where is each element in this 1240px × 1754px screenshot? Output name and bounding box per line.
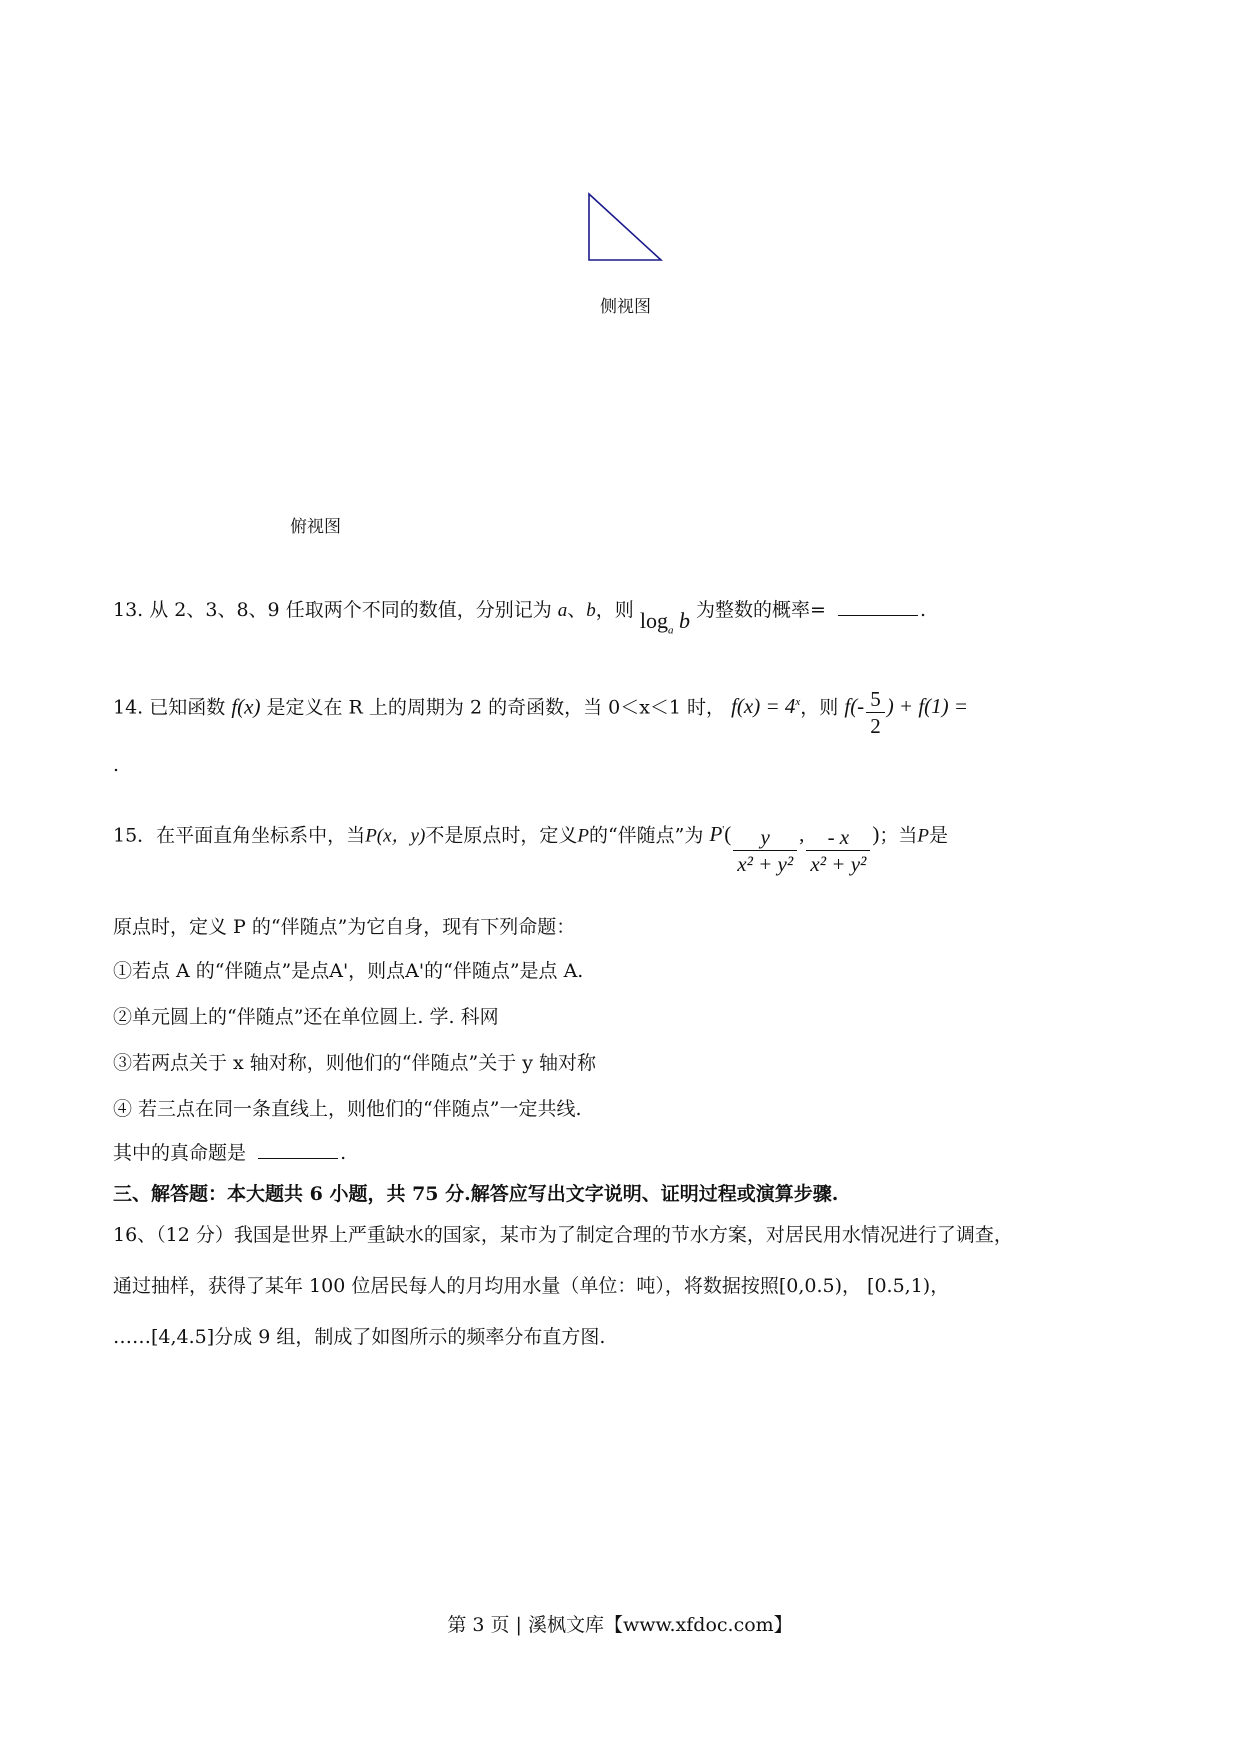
top-view-label: 俯视图 — [290, 517, 341, 537]
q14-def-lhs: f(x) = 4 — [731, 694, 796, 719]
q15-formula: P'( $\frac{y}{\text{x² + y²}}$ , $\frac{- x}{\text{x² + y²}}$ ) — [709, 822, 880, 876]
q13-var-a: a — [557, 600, 568, 621]
q15-answer-label: 其中的真命题是 — [113, 1142, 247, 1164]
q14-text-mid: 是定义在 R 上的周期为 2 的奇函数，当 0＜x＜1 时， — [266, 696, 726, 719]
q15-text-before: 15．在平面直角坐标系中，当 — [113, 824, 366, 847]
q15-answer-blank — [258, 1140, 338, 1159]
q13-answer-blank — [838, 597, 918, 616]
q15-text-end: 是 — [928, 824, 948, 847]
question-13 — [113, 596, 927, 637]
q15-p: P — [577, 825, 589, 847]
q15-line-2: 原点时，定义 P 的“伴随点”为它自身，现有下列命题： — [113, 916, 576, 938]
q15-p2: P — [917, 825, 929, 847]
side-view-label: 侧视图 — [600, 297, 651, 317]
q16-line-3: ……[4,4.5]分成 9 组，制成了如图所示的频率分布直方图. — [113, 1326, 606, 1348]
q14-fx: f(x) — [231, 694, 261, 719]
q14-def-exp: x — [795, 696, 801, 709]
q15-point: P(x，y) — [365, 825, 426, 847]
q13-log-arg: b — [678, 608, 690, 633]
q13-log: log — [639, 608, 668, 633]
q13-end: . — [919, 599, 927, 621]
q13-log-base: a — [667, 624, 674, 637]
q14-text-before: 14. 已知函数 — [113, 696, 226, 719]
q15-item-1: ①若点 A 的“伴随点”是点A'，则点A'的“伴随点”是点 A. — [113, 960, 584, 982]
page-footer: 第 3 页 | 溪枫文库【www.xfdoc.com】 — [447, 1614, 793, 1636]
question-14 — [113, 682, 969, 738]
q15-p-prime: P — [709, 822, 723, 847]
side-view-triangle — [585, 190, 665, 265]
question-15 — [113, 810, 948, 876]
q15-text-mid: 不是原点时，定义 — [425, 824, 578, 847]
q13-log-expr — [639, 608, 690, 637]
q13-text-before: 13. 从 2、3、8、9 任取两个不同的数值，分别记为 — [113, 599, 552, 621]
q14-continuation: . — [113, 754, 120, 776]
q13-text-after: 为整数的概率= — [696, 599, 826, 621]
q14-text-then: ，则 — [800, 696, 839, 719]
q13-var-b: b — [586, 600, 596, 621]
q15-frac2-den: x² + y² — [810, 852, 867, 876]
q15-item-4: ④ 若三点在同一条直线上，则他们的“伴随点”一定共线. — [113, 1098, 582, 1120]
q15-prime: ' — [722, 824, 725, 837]
q13-sep: 、 — [567, 599, 587, 621]
q15-frac1-num: y — [733, 824, 797, 851]
section-3-heading: 三、解答题：本大题共 6 小题，共 75 分.解答应写出文字说明、证明过程或演算步骤. — [113, 1183, 839, 1205]
q15-text-after: ；当 — [879, 824, 918, 847]
q15-fraction-2 — [806, 824, 870, 877]
q15-answer-line — [113, 1140, 346, 1166]
q13-text-mid: ，则 — [595, 599, 634, 621]
q15-item-3: ③若两点关于 x 轴对称，则他们的“伴随点”关于 y 轴对称 — [113, 1052, 597, 1074]
q15-frac1-den: x² + y² — [737, 852, 794, 876]
q16-line-2: 通过抽样，获得了某年 100 位居民每人的月均用水量（单位：吨），将数据按照[0,0.5)， [0.5,1)， — [113, 1275, 950, 1297]
q14-expr-post: ) + f(1) = — [886, 694, 969, 719]
q14-fraction — [866, 686, 885, 739]
q14-expr-pre: f(- — [844, 694, 865, 719]
q14-frac-num: 5 — [866, 686, 885, 713]
q16-line-1: 16、（12 分）我国是世界上严重缺水的国家，某市为了制定合理的节水方案，对居民用水情况进行了调查， — [113, 1224, 1013, 1246]
q15-fraction-1 — [733, 824, 797, 877]
q15-frac2-num: - x — [806, 824, 870, 851]
q14-def — [731, 694, 800, 718]
q15-item-2: ②单元圆上的“伴随点”还在单位圆上. 学. 科网 — [113, 1006, 499, 1028]
q15-answer-end: . — [340, 1142, 347, 1164]
q14-expression — [844, 687, 969, 738]
q14-frac-den: 2 — [870, 714, 881, 738]
q15-text-def: 的“伴随点”为 — [588, 824, 704, 847]
